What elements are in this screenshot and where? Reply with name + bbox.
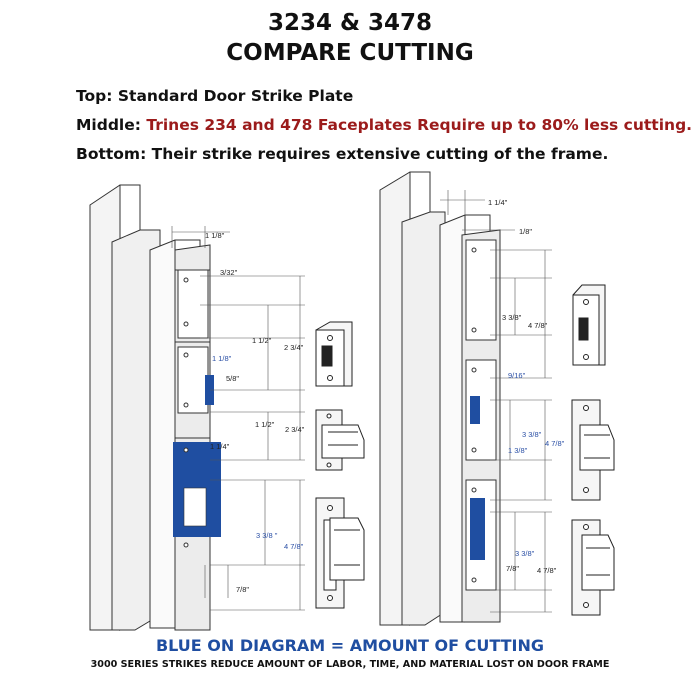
right-dim-4-7-8-mid: 4 7/8" — [545, 439, 565, 448]
left-top-strike-outline — [178, 270, 208, 338]
note-middle-text: Trines 234 and 478 Faceplates Require up to 80% less cutting. — [140, 116, 693, 134]
cutting-legend: BLUE ON DIAGRAM = AMOUNT OF CUTTING — [155, 636, 545, 655]
right-bottom-cut-area — [470, 498, 485, 560]
left-standard-strike-plate — [316, 322, 352, 386]
left-dim-1-1-2-top: 1 1/2" — [252, 336, 272, 345]
right-top-strike-outline — [466, 240, 496, 340]
right-competitor-strike — [572, 520, 614, 615]
right-dim-3-3-8-mid: 3 3/8" — [522, 430, 542, 439]
left-trine-faceplate-strike — [316, 410, 364, 470]
right-dim-1-3-8: 1 3/8" — [508, 446, 528, 455]
left-competitor-strike — [316, 498, 364, 608]
left-dim-4-7-8: 4 7/8" — [284, 542, 304, 551]
right-standard-strike-plate — [573, 285, 605, 365]
left-bottom-cut-opening — [184, 488, 206, 526]
left-middle-plate — [178, 347, 208, 413]
page-subtitle: COMPARE CUTTING — [226, 40, 474, 66]
right-dim-3-3-8-top: 3 3/8" — [502, 313, 522, 322]
right-dim-1-1-4: 1 1/4" — [488, 198, 508, 207]
note-top-label: Top: — [76, 87, 113, 105]
left-dim-1-1-2-mid: 1 1/2" — [255, 420, 275, 429]
left-dim-7-8: 7/8" — [236, 585, 250, 594]
note-middle-label: Middle: — [76, 116, 141, 134]
right-dim-1-8: 1/8" — [519, 227, 533, 236]
left-dim-3-32: 3/32" — [220, 268, 238, 277]
left-hardware — [316, 322, 364, 608]
left-dimension-labels — [205, 231, 305, 594]
left-dim-1-1-8: 1 1/8" — [205, 231, 225, 240]
left-dim-2-3-4-top: 2 3/4" — [284, 343, 304, 352]
right-dim-9-16: 9/16" — [508, 371, 526, 380]
right-trine-faceplate-strike — [572, 400, 614, 500]
right-dim-4-7-8-bot: 4 7/8" — [537, 566, 557, 575]
right-dim-4-7-8-top: 4 7/8" — [528, 321, 548, 330]
left-dim-5-8: 5/8" — [226, 374, 240, 383]
right-dim-3-3-8-bot: 3 3/8" — [515, 549, 535, 558]
left-dim-3-3-8: 3 3/8 " — [256, 531, 278, 540]
right-dim-7-8: 7/8" — [506, 564, 520, 573]
left-dim-2-3-4-mid: 2 3/4" — [285, 425, 305, 434]
left-dim-1-1-4: 1 1/4" — [210, 442, 230, 451]
footer-subtitle: 3000 SERIES STRIKES REDUCE AMOUNT OF LABOR, TIME, AND MATERIAL LOST ON DOOR FRAME — [90, 659, 610, 670]
note-bottom-text: Their strike requires extensive cutting of the frame. — [146, 145, 609, 163]
note-top-text: Standard Door Strike Plate — [112, 87, 354, 105]
note-bottom-label: Bottom: — [76, 145, 147, 163]
right-middle-cut-area — [470, 396, 480, 424]
right-hardware — [572, 285, 614, 615]
page-title: 3234 & 3478 — [267, 10, 433, 36]
left-dim-1-1-8-blue: 1 1/8" — [212, 354, 232, 363]
